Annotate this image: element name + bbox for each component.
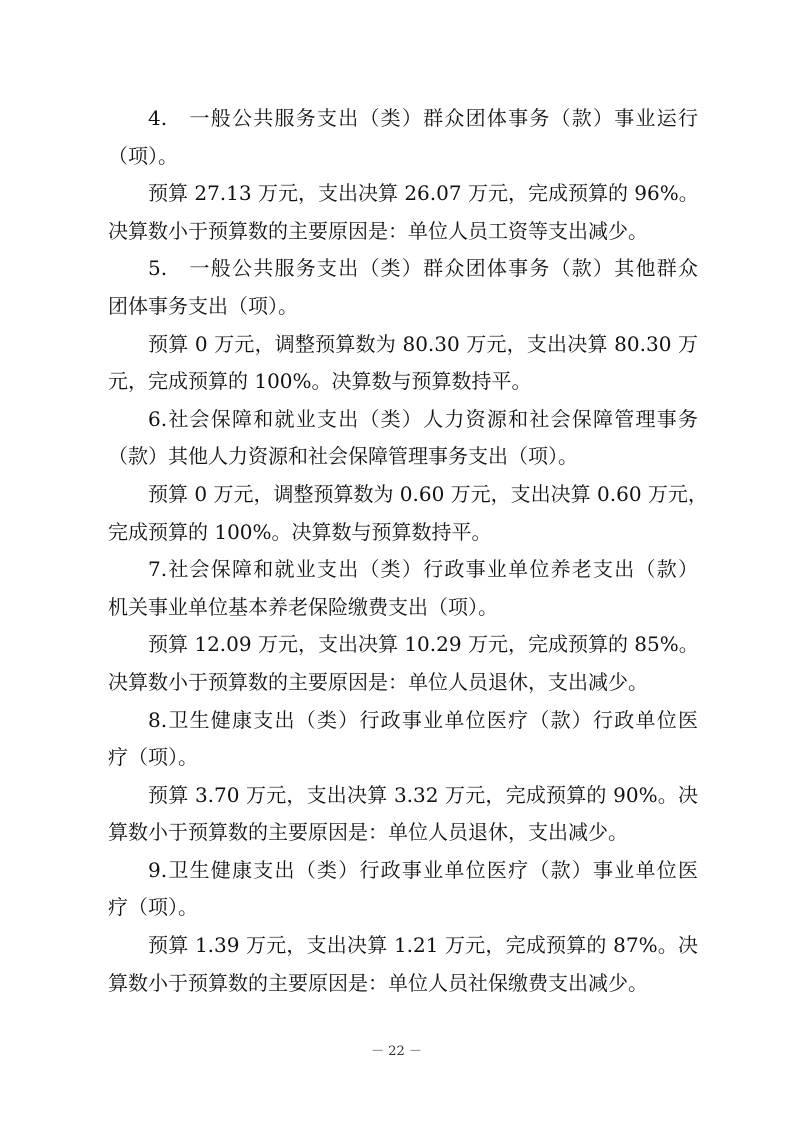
body-paragraph bbox=[108, 626, 698, 701]
text-line: 决算数小于预算数的主要原因是：单位人员退休，支出减少。 bbox=[108, 669, 648, 694]
text-line: 完成预算的 100%。决算数与预算数持平。 bbox=[108, 519, 492, 544]
text-line: 算数小于预算数的主要原因是：单位人员社保缴费支出减少。 bbox=[108, 970, 648, 995]
section-heading bbox=[108, 100, 698, 175]
text-line: 算数小于预算数的主要原因是：单位人员退休，支出减少。 bbox=[108, 820, 628, 845]
paragraph-container bbox=[108, 100, 708, 1002]
text-line: 预算 12.09 万元，支出决算 10.29 万元，完成预算的 85%。 bbox=[148, 632, 699, 657]
text-line: 7.社会保障和就业支出（类）行政事业单位养老支出（款） bbox=[148, 557, 698, 582]
text-line: 元，完成预算的 100%。决算数与预算数持平。 bbox=[108, 369, 532, 394]
page-number: － 22 － bbox=[371, 1044, 422, 1059]
text-line: 机关事业单位基本养老保险缴费支出（项）。 bbox=[108, 594, 498, 619]
body-paragraph bbox=[108, 927, 698, 1002]
text-line: 预算 0 万元，调整预算数为 0.60 万元，支出决算 0.60 万元， bbox=[148, 481, 708, 506]
section-heading bbox=[108, 852, 698, 927]
text-line: 8.卫生健康支出（类）行政事业单位医疗（款）行政单位医 bbox=[148, 707, 698, 732]
text-line: 疗（项）。 bbox=[108, 895, 198, 920]
section-heading bbox=[108, 702, 698, 777]
body-paragraph bbox=[108, 777, 698, 852]
text-line: 决算数小于预算数的主要原因是：单位人员工资等支出减少。 bbox=[108, 218, 648, 243]
section-heading bbox=[108, 401, 698, 476]
text-line: 团体事务支出（项）。 bbox=[108, 293, 298, 318]
text-line: 疗（项）。 bbox=[108, 745, 198, 770]
body-paragraph bbox=[108, 326, 698, 401]
text-line: 预算 27.13 万元，支出决算 26.07 万元，完成预算的 96%。 bbox=[148, 181, 699, 206]
section-heading bbox=[108, 551, 698, 626]
body-paragraph bbox=[108, 476, 708, 551]
body-paragraph bbox=[108, 175, 698, 250]
text-line: 6.社会保障和就业支出（类）人力资源和社会保障管理事务 bbox=[148, 406, 698, 431]
text-line: 预算 0 万元，调整预算数为 80.30 万元，支出决算 80.30 万 bbox=[148, 331, 698, 356]
text-line: 预算 3.70 万元，支出决算 3.32 万元，完成预算的 90%。决 bbox=[148, 782, 698, 807]
text-line: 5. 一般公共服务支出（类）群众团体事务（款）其他群众 bbox=[148, 256, 698, 281]
text-line: （项）。 bbox=[108, 143, 178, 168]
section-heading bbox=[108, 250, 698, 325]
text-line: 9.卫生健康支出（类）行政事业单位医疗（款）事业单位医 bbox=[148, 857, 698, 882]
text-line: （款）其他人力资源和社会保障管理事务支出（项）。 bbox=[108, 444, 578, 469]
text-line: 4. 一般公共服务支出（类）群众团体事务（款）事业运行 bbox=[148, 106, 698, 130]
text-line: 预算 1.39 万元，支出决算 1.21 万元，完成预算的 87%。决 bbox=[148, 933, 698, 958]
document-body bbox=[108, 100, 708, 1002]
